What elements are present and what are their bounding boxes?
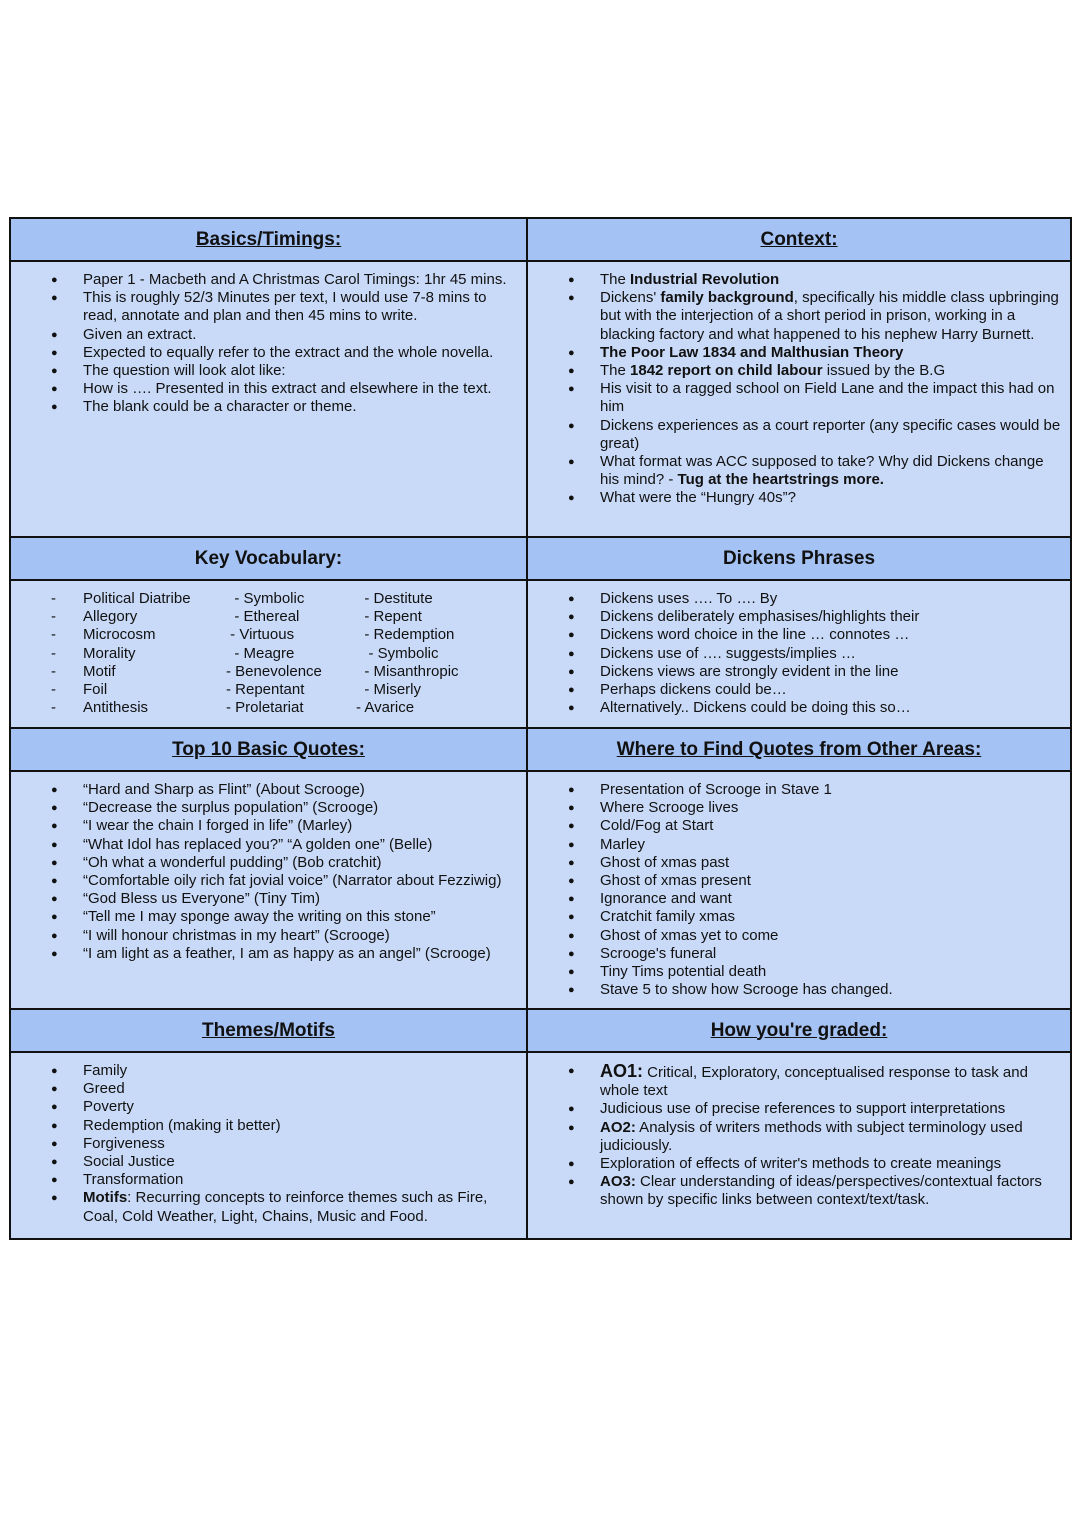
list-item [528, 854, 1062, 872]
section-header-quotes [11, 729, 528, 772]
list-item [11, 344, 518, 362]
text-segment: The blank could be a character or theme. [83, 398, 357, 416]
text-segment: “I am light as a feather, I am as happy as an angel” (Scrooge) [83, 944, 491, 962]
text-segment: Redemption (making it better) [83, 1116, 281, 1134]
section-body-basics [11, 262, 528, 538]
text-segment: Dickens' [600, 289, 661, 307]
list-item [528, 908, 1062, 926]
vocab-term: - Destitute [356, 590, 433, 607]
text-segment: Given an extract. [83, 325, 197, 343]
list-item [11, 908, 518, 926]
vocab-term: - Misanthropic [356, 662, 459, 680]
text-segment: Presentation of Scrooge in Stave 1 [600, 781, 832, 798]
list-item [11, 1135, 518, 1153]
vocab-term: - Ethereal [226, 608, 300, 626]
list-item [528, 945, 1062, 963]
text-segment: Clear understanding of ideas/perspectives/contextual factors shown by specific links between context/text/task. [600, 1173, 1042, 1209]
text-segment: Family [83, 1062, 128, 1079]
list-item [528, 453, 1062, 489]
bold-text: Industrial Revolution [630, 271, 780, 288]
list-item [528, 645, 1062, 663]
list-item [11, 398, 518, 416]
vocab-term: - Allegory [11, 608, 226, 626]
text-segment: Judicious use of precise references to support interpretations [600, 1100, 1006, 1118]
list-item [11, 1171, 518, 1189]
list-item [528, 1100, 1062, 1118]
text-segment: His visit to a ragged school on Field Lane and the impact this had on him [600, 380, 1055, 416]
text-segment: Stave 5 to show how Scrooge has changed. [600, 981, 893, 999]
bullet-list [11, 781, 518, 963]
list-item [528, 890, 1062, 908]
text-segment: What format was ACC supposed to take? Why did Dickens change his mind? - [600, 453, 1044, 489]
text-segment: “What Idol has replaced you?” “A golden one” (Belle) [83, 835, 433, 853]
bold-text: Tug at the heartstrings more. [677, 471, 884, 489]
list-item [528, 981, 1062, 999]
bold-text: family background [660, 289, 794, 307]
text-segment: “Oh what a wonderful pudding” (Bob cratchit) [83, 853, 382, 871]
list-item [11, 1080, 518, 1098]
vocab-term: - Political Diatribe [11, 590, 226, 608]
text-segment: Alternatively.. Dickens could be doing this so… [600, 699, 911, 717]
section-title: Where to Find Quotes from Other Areas: [616, 738, 982, 760]
list-item [528, 699, 1062, 717]
list-item [11, 854, 518, 872]
vocab-term: - Redemption [356, 626, 455, 644]
text-segment: Critical, Exploratory, conceptualised response to task and whole text [600, 1064, 1028, 1100]
bullet-list [11, 271, 518, 417]
section-title: Key Vocabulary: [194, 547, 343, 569]
section-title: Themes/Motifs [201, 1019, 336, 1041]
text-segment: Social Justice [83, 1153, 175, 1171]
list-item [11, 890, 518, 908]
text-segment: , specifically his middle class upbringing but with the interjection of a short period in prison, working in a blacking factory and what happened to his nephew Harry Burnett. [600, 289, 1059, 343]
text-segment: “I wear the chain I forged in life” (Marley) [83, 817, 353, 835]
text-segment: Dickens word choice in the line … connotes … [600, 626, 910, 644]
bullet-list [528, 271, 1062, 508]
list-item [11, 836, 518, 854]
text-segment: The question will look alot like: [83, 362, 286, 380]
list-item [11, 1098, 518, 1116]
list-item [528, 1173, 1062, 1209]
list-item [528, 963, 1062, 981]
list-item [528, 590, 1062, 608]
section-header-themes [11, 1010, 528, 1053]
text-segment: Cratchit family xmas [600, 908, 736, 926]
section-title: Context: [760, 228, 838, 250]
list-item [528, 271, 1062, 289]
list-item [528, 489, 1062, 507]
list-item [11, 872, 518, 890]
text-segment: Cold/Fog at Start [600, 817, 714, 835]
text-segment: Expected to equally refer to the extract and the whole novella. [83, 343, 494, 361]
text-segment: Ignorance and want [600, 890, 732, 908]
section-title: Dickens Phrases [722, 547, 876, 569]
list-item [11, 1117, 518, 1135]
text-segment: Dickens deliberately emphasises/highlights their [600, 608, 920, 626]
text-segment: What were the “Hungry 40s”? [600, 489, 796, 507]
bold-text: 1842 report on child labour [630, 362, 823, 380]
text-segment: Tiny Tims potential death [600, 963, 767, 981]
section-header-basics [11, 219, 528, 262]
bold-text: Motifs [83, 1189, 128, 1207]
text-segment: “Hard and Sharp as Flint” (About Scrooge) [83, 781, 365, 798]
bold-text: The Poor Law 1834 and Malthusian Theory [600, 343, 904, 361]
vocab-term: - Symbolic [356, 644, 439, 662]
list-item [528, 663, 1062, 681]
vocab-term: - Morality [11, 645, 226, 663]
section-header-phrases [528, 538, 1070, 581]
list-item [528, 417, 1062, 453]
list-item [11, 1153, 518, 1171]
text-segment: Paper 1 - Macbeth and A Christmas Carol Timings: 1hr 45 mins. [83, 271, 507, 288]
text-segment: Transformation [83, 1171, 184, 1189]
list-item [528, 836, 1062, 854]
bullet-list [11, 1062, 518, 1226]
bullet-list [528, 781, 1062, 999]
list-item [528, 799, 1062, 817]
list-item [11, 289, 518, 325]
section-title: Top 10 Basic Quotes: [172, 738, 365, 760]
list-item [528, 380, 1062, 416]
list-item [528, 781, 1062, 799]
list-item [528, 1062, 1062, 1100]
section-body-graded [528, 1053, 1070, 1238]
vocab-term: - Proletariat [226, 699, 304, 717]
bullet-list [528, 590, 1062, 717]
text-segment: How is …. Presented in this extract and elsewhere in the text. [83, 380, 492, 398]
text-segment: “I will honour christmas in my heart” (Scrooge) [83, 926, 390, 944]
list-item [11, 326, 518, 344]
text-segment: Poverty [83, 1098, 134, 1116]
bold-text: AO2: [600, 1118, 636, 1136]
text-segment: Ghost of xmas past [600, 853, 730, 871]
list-item [528, 289, 1062, 344]
bold-text: AO3: [600, 1173, 636, 1191]
section-body-quotes [11, 772, 528, 1010]
text-segment: The [600, 362, 631, 380]
text-segment: Dickens views are strongly evident in the line [600, 662, 899, 680]
text-segment: issued by the B.G [822, 362, 946, 380]
text-segment: “God Bless us Everyone” (Tiny Tim) [83, 890, 321, 908]
vocab-term: - Repentant [226, 681, 305, 699]
text-segment: “Tell me I may sponge away the writing on this stone” [83, 908, 436, 926]
section-header-where [528, 729, 1070, 772]
vocab-term: - Meagre [226, 644, 295, 662]
list-item [11, 1062, 518, 1080]
text-segment: Analysis of writers methods with subject terminology used judiciously. [600, 1118, 1023, 1154]
vocab-term: - Motif [11, 663, 226, 681]
text-segment: Dickens experiences as a court reporter (any specific cases would be great) [600, 416, 1061, 452]
list-item [528, 1119, 1062, 1155]
text-segment: This is roughly 52/3 Minutes per text, I would use 7-8 mins to read, annotate and plan and then 45 mins to write. [83, 289, 487, 325]
section-title: How you're graded: [710, 1019, 888, 1041]
bullet-list [528, 1062, 1062, 1210]
vocab-term: - Microcosm [11, 626, 226, 644]
list-item [528, 626, 1062, 644]
section-header-graded [528, 1010, 1070, 1053]
vocab-term: - Miserly [356, 681, 421, 699]
section-body-phrases [528, 581, 1070, 729]
list-item [11, 945, 518, 963]
section-body-context [528, 262, 1070, 538]
text-segment: Where Scrooge lives [600, 799, 739, 817]
list-item [528, 817, 1062, 835]
section-header-vocab [11, 538, 528, 581]
section-header-context [528, 219, 1070, 262]
text-segment: : Recurring concepts to reinforce themes such as Fire, Coal, Cold Weather, Light, Chains, Music and Food. [83, 1189, 488, 1225]
list-item [528, 927, 1062, 945]
section-body-where [528, 772, 1070, 1010]
vocab-term: - Repent [356, 608, 422, 626]
text-segment: Greed [83, 1080, 125, 1098]
list-item [11, 271, 518, 289]
list-item [11, 799, 518, 817]
list-item [11, 927, 518, 945]
list-item [11, 781, 518, 799]
vocab-term: - Antithesis [11, 699, 226, 717]
text-segment: Forgiveness [83, 1134, 165, 1152]
text-segment: Scrooge's funeral [600, 944, 717, 962]
list-item [528, 362, 1062, 380]
text-segment: Exploration of effects of writer's methods to create meanings [600, 1155, 1002, 1173]
section-title: Basics/Timings: [195, 228, 342, 250]
vocab-term: - Benevolence [226, 662, 322, 680]
list-item [528, 344, 1062, 362]
vocab-term: - Foil [11, 681, 226, 699]
section-body-themes [11, 1053, 528, 1238]
vocab-term: - Symbolic [226, 590, 305, 607]
list-item [11, 362, 518, 380]
text-segment: Dickens use of …. suggests/implies … [600, 644, 856, 662]
bold-text: AO1: [600, 1061, 644, 1081]
text-segment: Dickens uses …. To …. By [600, 590, 778, 607]
list-item [528, 681, 1062, 699]
vocab-term: - Avarice [356, 699, 415, 717]
list-item [11, 817, 518, 835]
text-segment: Perhaps dickens could be… [600, 681, 787, 699]
list-item [11, 380, 518, 398]
text-segment: Marley [600, 835, 646, 853]
list-item [528, 872, 1062, 890]
list-item [528, 608, 1062, 626]
section-body-vocab [11, 581, 528, 729]
text-segment: Ghost of xmas present [600, 872, 751, 890]
vocab-grid [11, 590, 518, 717]
revision-table [9, 217, 1072, 1240]
text-segment: “Decrease the surplus population” (Scrooge) [83, 799, 379, 817]
list-item [528, 1155, 1062, 1173]
list-item [11, 1189, 518, 1225]
text-segment: Ghost of xmas yet to come [600, 926, 779, 944]
text-segment: “Comfortable oily rich fat jovial voice” (Narrator about Fezziwig) [83, 872, 502, 890]
text-segment: The [600, 271, 631, 288]
vocab-term: - Virtuous [226, 626, 295, 644]
